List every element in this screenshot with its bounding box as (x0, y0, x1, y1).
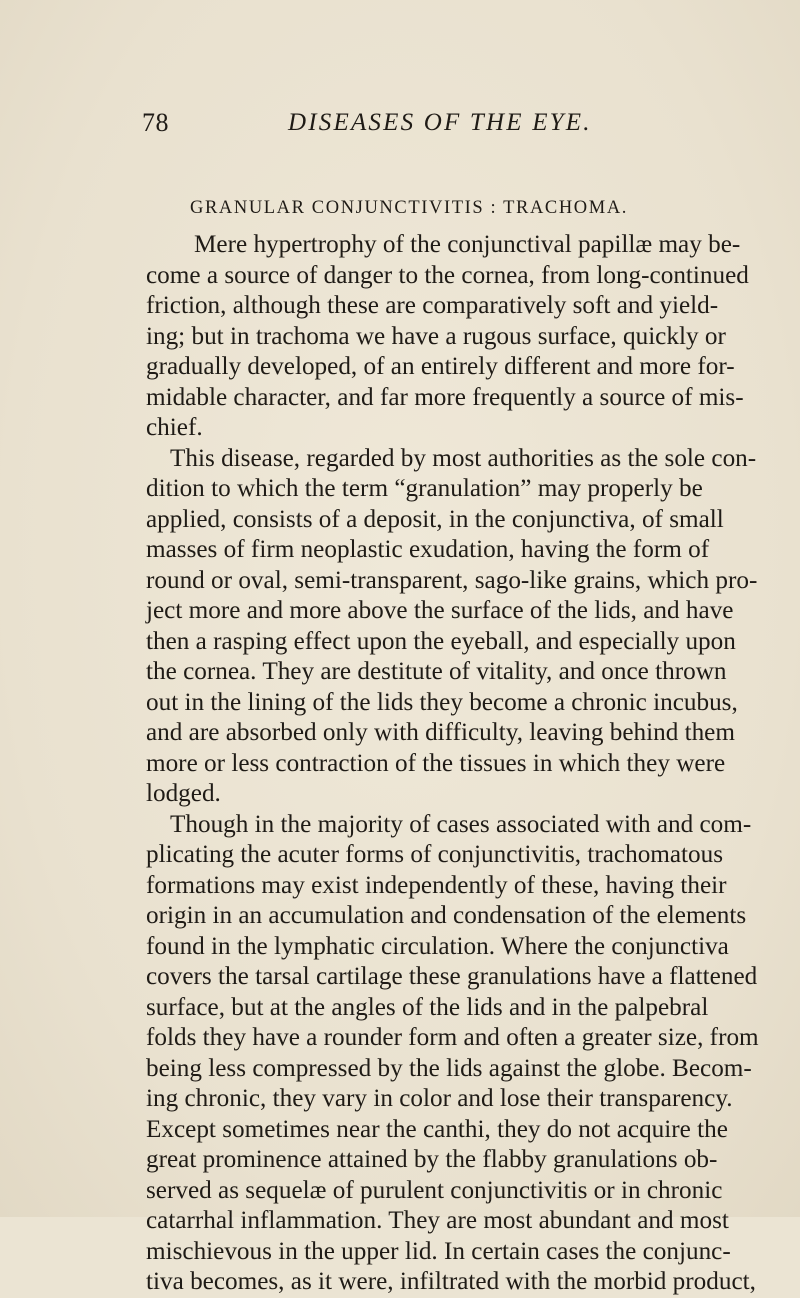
running-title: DISEASES OF THE EYE. (288, 109, 592, 136)
text-line: lodged. (146, 780, 221, 807)
text-line: midable character, and far more frequently a source of mis- (146, 383, 744, 411)
page-number: 78 (142, 108, 169, 137)
text-line: come a source of danger to the cornea, from long-continued (146, 261, 749, 289)
text-line: folds they have a rounder form and often a greater size, from (146, 1024, 759, 1051)
text-line: and are absorbed only with difficulty, leaving behind them (146, 719, 735, 746)
text-line: formations may exist independently of these, having their (146, 871, 727, 899)
text-line: surface, but at the angles of the lids and in the palpebral (146, 993, 709, 1021)
text-line: masses of firm neoplastic exudation, having the form of (146, 536, 710, 563)
text-line: chief. (146, 414, 203, 441)
text-line: mischievous in the upper lid. In certain cases the conjunc- (146, 1237, 731, 1265)
text-line: Though in the majority of cases associated with and com- (170, 810, 752, 838)
text-line: tiva becomes, as it were, infiltrated with the morbid product, (146, 1268, 756, 1295)
text-line: round or oval, semi-transparent, sago-like grains, which pro- (146, 566, 758, 594)
text-line: then a rasping effect upon the eyeball, and especially upon (146, 627, 736, 655)
running-head (142, 108, 702, 144)
text-line: plicating the acuter forms of conjunctivitis, trachomatous (146, 841, 724, 868)
text-line: This disease, regarded by most authorities as the sole con- (170, 444, 757, 472)
body-text (146, 230, 759, 1298)
text-line: great prominence attained by the flabby granulations ob- (146, 1146, 718, 1173)
text-line: Mere hypertrophy of the conjunctival papillæ may be- (194, 231, 741, 258)
section-heading: GRANULAR CONJUNCTIVITIS : TRACHOMA. (190, 198, 629, 218)
text-line: ing chronic, they vary in color and lose their transparency. (146, 1085, 733, 1112)
text-line: Except sometimes near the canthi, they do not acquire the (146, 1115, 728, 1143)
text-line: dition to which the term “granulation” may properly be (146, 475, 703, 502)
text-line: applied, consists of a deposit, in the conjunctiva, of small (146, 505, 724, 533)
text-line: found in the lymphatic circulation. Where the conjunctiva (146, 932, 729, 960)
text-line: served as sequelæ of purulent conjunctivitis or in chronic (146, 1176, 723, 1204)
text-line: gradually developed, of an entirely different and more for- (146, 353, 735, 380)
text-line: out in the lining of the lids they become a chronic incubus, (146, 688, 738, 716)
text-line: origin in an accumulation and condensation of the elements (146, 902, 747, 929)
text-line: friction, although these are comparatively soft and yield- (146, 292, 719, 319)
text-line: catarrhal inflammation. They are most abundant and most (146, 1207, 729, 1234)
text-line: the cornea. They are destitute of vitality, and once thrown (146, 658, 727, 685)
text-line: covers the tarsal cartilage these granulations have a flattened (146, 963, 758, 990)
text-line: ing; but in trachoma we have a rugous surface, quickly or (146, 322, 726, 350)
text-line: ject more and more above the surface of the lids, and have (146, 597, 734, 624)
text-line: being less compressed by the lids against the globe. Becom- (146, 1054, 752, 1082)
text-line: more or less contraction of the tissues in which they were (146, 749, 726, 777)
